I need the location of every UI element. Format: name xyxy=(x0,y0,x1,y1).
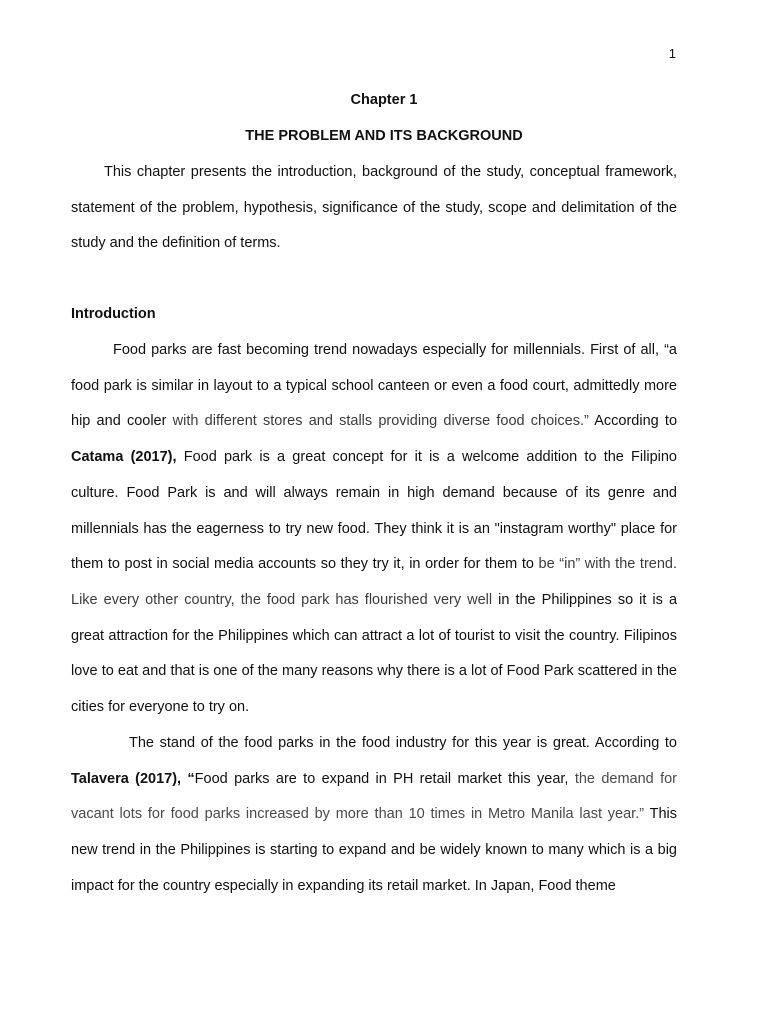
chapter-overview-text: This chapter presents the introduction, background of the study, conceptual framework, statement of the problem, hypothesis, significance of the study, scope and delimitation of the study and the definition of terms. xyxy=(71,164,677,252)
p1-citation-catama: Catama (2017), xyxy=(71,449,177,466)
introduction-heading: Introduction xyxy=(71,306,156,322)
introduction-paragraph-1 xyxy=(71,333,677,726)
p2-text-c: This new trend in the Philippines is starting to expand and be widely known to many which is a big impact for the country especially in expanding its retail market. In Japan, Food theme xyxy=(71,806,677,894)
chapter-overview-paragraph xyxy=(71,155,677,262)
p1-text-a: Food parks are fast becoming trend nowadays especially for millennials. First of all, “a food park is similar in layout to a typical school canteen or even a food court, admittedly more hip and cooler xyxy=(71,342,677,430)
page-number: 1 xyxy=(668,46,676,61)
introduction-paragraph-2 xyxy=(71,726,677,905)
p1-text-c: Food park is a great concept for it is a welcome addition to the Filipino culture. Food Park is and will always remain in high demand because of its genre and millennials has the eagerness to try new food. They think it is an "instagram worthy" place for them to post in social media accounts so they try it, in order for them to xyxy=(71,449,677,573)
p1-text-b: According to xyxy=(588,413,678,430)
chapter-title: THE PROBLEM AND ITS BACKGROUND xyxy=(245,128,523,144)
chapter-label: Chapter 1 xyxy=(350,92,418,108)
p1-quote-end: with different stores and stalls providing diverse food choices.” xyxy=(172,413,589,430)
p2-text-a: The stand of the food parks in the food industry for this year is great. According to xyxy=(129,735,677,751)
p1-trend-sentence: be “in” with the trend. Like every other country, the food park has flourished very well xyxy=(71,556,677,608)
p2-citation-talavera: Talavera (2017), “ xyxy=(71,770,195,787)
p1-text-d: in the Philippines so it is a great attraction for the Philippines which can attract a lot of tourist to visit the country. Filipinos love to eat and that is one of the many reasons why there is a lot of Food Park scattered in the cities for everyone to try on. xyxy=(71,591,678,716)
p2-quote-demand: the demand for vacant lots for food parks increased by more than 10 times in Metro Manila last year.” xyxy=(71,770,677,823)
p2-text-b: Food parks are to expand in PH retail market this year, xyxy=(194,770,575,787)
